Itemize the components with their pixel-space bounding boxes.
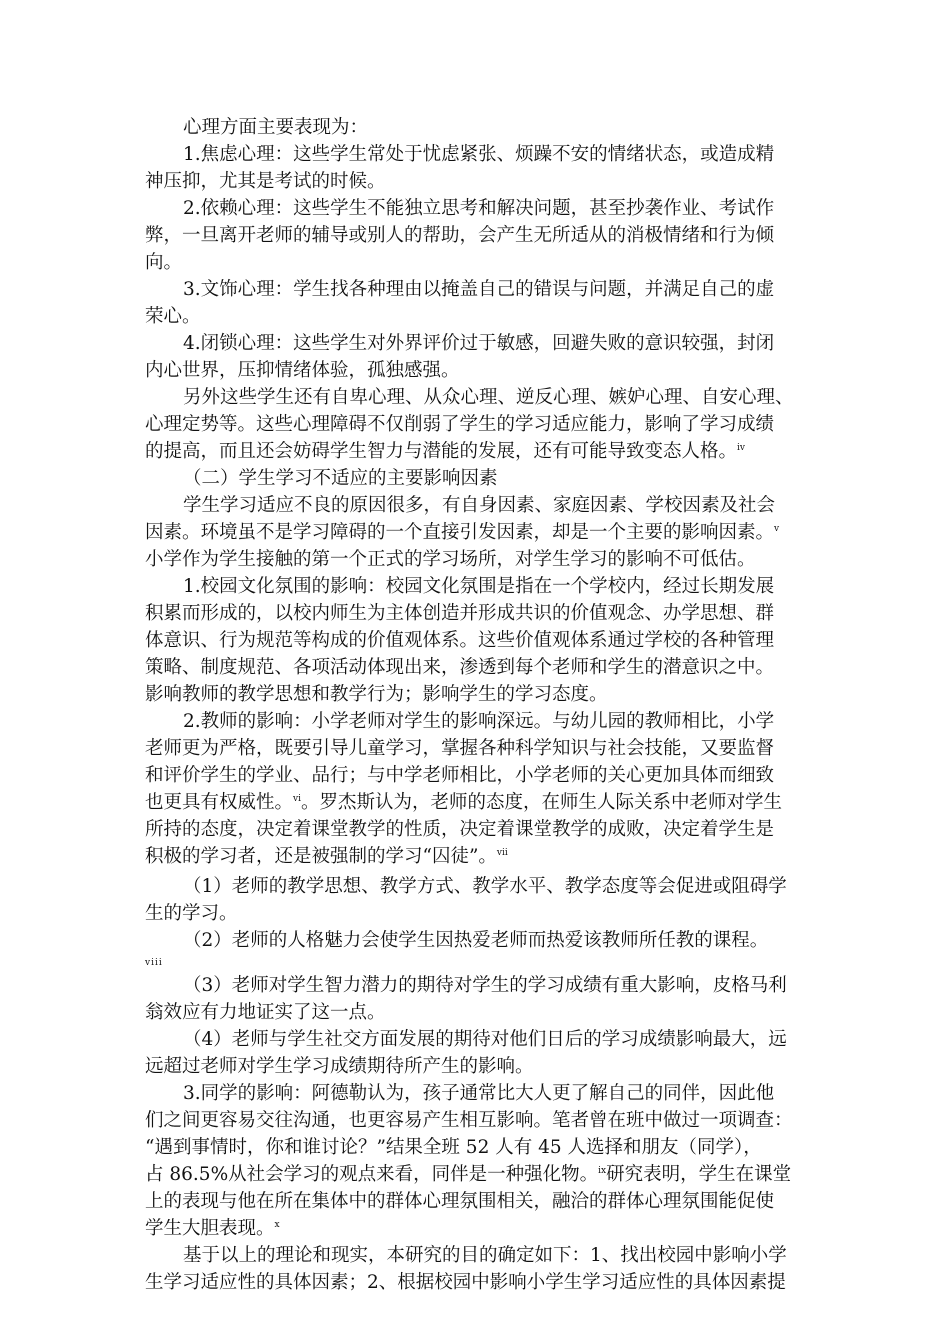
footnote-mark: x (274, 1220, 280, 1230)
paragraph-intro: 心理方面主要表现为： (183, 117, 369, 138)
text-line: 所持的态度，决定着课堂教学的性质，决定着课堂教学的成败，决定着学生是 (145, 819, 775, 840)
text-segment: 的提高，而且还会妨碍学生智力与潜能的发展，还有可能导致变态人格。 (145, 441, 738, 462)
text-line: 心理定势等。这些心理障碍不仅削弱了学生的学习适应能力，影响了学习成绩 (145, 414, 775, 435)
text-line: 学生学习适应不良的原因很多，有自身因素、家庭因素、学校因素及社会 (183, 495, 776, 516)
text-line (145, 519, 779, 546)
text-line: （4）老师与学生社交方面发展的期待对他们日后的学习成绩影响最大，远 (183, 1029, 787, 1050)
text-line: “遇到事情时，你和谁讨论？”结果全班 52 人有 45 人选择和朋友（同学）， (145, 1137, 762, 1158)
section-heading: （二）学生学习不适应的主要影响因素 (183, 468, 498, 489)
text-segment: 。罗杰斯认为，老师的态度，在师生人际关系中老师对学生 (300, 792, 782, 813)
text-line: 生学习适应性的具体因素；2、根据校园中影响小学生学习适应性的具体因素提 (145, 1272, 786, 1293)
text-line (145, 843, 508, 870)
text-line: 影响教师的教学思想和教学行为；影响学生的学习态度。 (145, 684, 608, 705)
text-segment: 研究表明，学生在课堂 (606, 1164, 792, 1185)
text-line: 1.焦虑心理：这些学生常处于忧虑紧张、烦躁不安的情绪状态，或造成精 (183, 144, 775, 165)
footnote-mark: vii (496, 848, 508, 858)
text-line: （2）老师的人格魅力会使学生因热爱老师而热爱该教师所任教的课程。 (183, 930, 769, 951)
text-line: 3.文饰心理：学生找各种理由以掩盖自己的错误与问题，并满足自己的虚 (183, 279, 775, 300)
text-line: 内心世界，压抑情绪体验，孤独感强。 (145, 360, 460, 381)
text-line: 2.依赖心理：这些学生不能独立思考和解决问题，甚至抄袭作业、考试作 (183, 198, 775, 219)
text-segment: 积极的学习者，还是被强制的学习“囚徒”。 (145, 846, 497, 867)
text-line: 翁效应有力地证实了这一点。 (145, 1002, 386, 1023)
text-segment: 也更具有权威性。 (145, 792, 294, 813)
text-line: 们之间更容易交往沟通，也更容易产生相互影响。笔者曾在班中做过一项调查： (145, 1110, 793, 1131)
text-line: 远超过老师对学生学习成绩期待所产生的影响。 (145, 1056, 534, 1077)
text-line: 小学作为学生接触的第一个正式的学习场所，对学生学习的影响不可低估。 (145, 549, 756, 570)
text-segment: 因素。环境虽不是学习障碍的一个直接引发因素，却是一个主要的影响因素。 (145, 522, 775, 543)
text-line (145, 438, 745, 465)
text-line: 3.同学的影响：阿德勒认为，孩子通常比大人更了解自己的同伴，因此他 (183, 1083, 775, 1104)
text-line: 弊，一旦离开老师的辅导或别人的帮助，会产生无所适从的消极情绪和行为倾 (145, 225, 775, 246)
footnote-mark: vi (293, 794, 301, 804)
text-line: 荣心。 (145, 306, 201, 327)
footnote-mark: viii (145, 958, 163, 968)
text-line: （3）老师对学生智力潜力的期待对学生的学习成绩有重大影响，皮格马利 (183, 975, 787, 996)
text-line: 老师更为严格，既要引导儿童学习，掌握各种科学知识与社会技能，又要监督 (145, 738, 775, 759)
text-line: 4.闭锁心理：这些学生对外界评价过于敏感，回避失败的意识较强，封闭 (183, 333, 775, 354)
text-line: 另外这些学生还有自卑心理、从众心理、逆反心理、嫉妒心理、自安心理、 (183, 387, 794, 408)
text-line: 和评价学生的学业、品行；与中学老师相比，小学老师的关心更加具体而细致 (145, 765, 775, 786)
text-line (145, 789, 782, 816)
text-line (145, 1215, 280, 1242)
text-line: 基于以上的理论和现实，本研究的目的确定如下：1、找出校园中影响小学 (183, 1245, 787, 1266)
text-line: 上的表现与他在所在集体中的群体心理氛围相关，融洽的群体心理氛围能促使 (145, 1191, 775, 1212)
text-line: 体意识、行为规范等构成的价值观体系。这些价值观体系通过学校的各种管理 (145, 630, 775, 651)
text-line: 神压抑，尤其是考试的时候。 (145, 171, 386, 192)
text-segment: 占 86.5%从社会学习的观点来看，同伴是一种强化物。 (145, 1164, 599, 1185)
text-line: 生的学习。 (145, 903, 238, 924)
text-line: 积累而形成的，以校内师生为主体创造并形成共识的价值观念、办学思想、群 (145, 603, 775, 624)
text-line: 1.校园文化氛围的影响：校园文化氛围是指在一个学校内，经过长期发展 (183, 576, 775, 597)
text-line: 向。 (145, 252, 183, 273)
footnote-mark: v (774, 524, 780, 534)
text-line: 策略、制度规范、各项活动体现出来，渗透到每个老师和学生的潜意识之中。 (145, 657, 775, 678)
text-segment: 学生大胆表现。 (145, 1218, 275, 1239)
text-line: （1）老师的教学思想、教学方式、教学水平、教学态度等会促进或阻碍学 (183, 876, 787, 897)
text-line: 2.教师的影响：小学老师对学生的影响深远。与幼儿园的教师相比，小学 (183, 711, 775, 732)
text-line (145, 1161, 791, 1188)
footnote-mark: iv (737, 443, 745, 453)
footnote-mark: ix (598, 1166, 607, 1176)
